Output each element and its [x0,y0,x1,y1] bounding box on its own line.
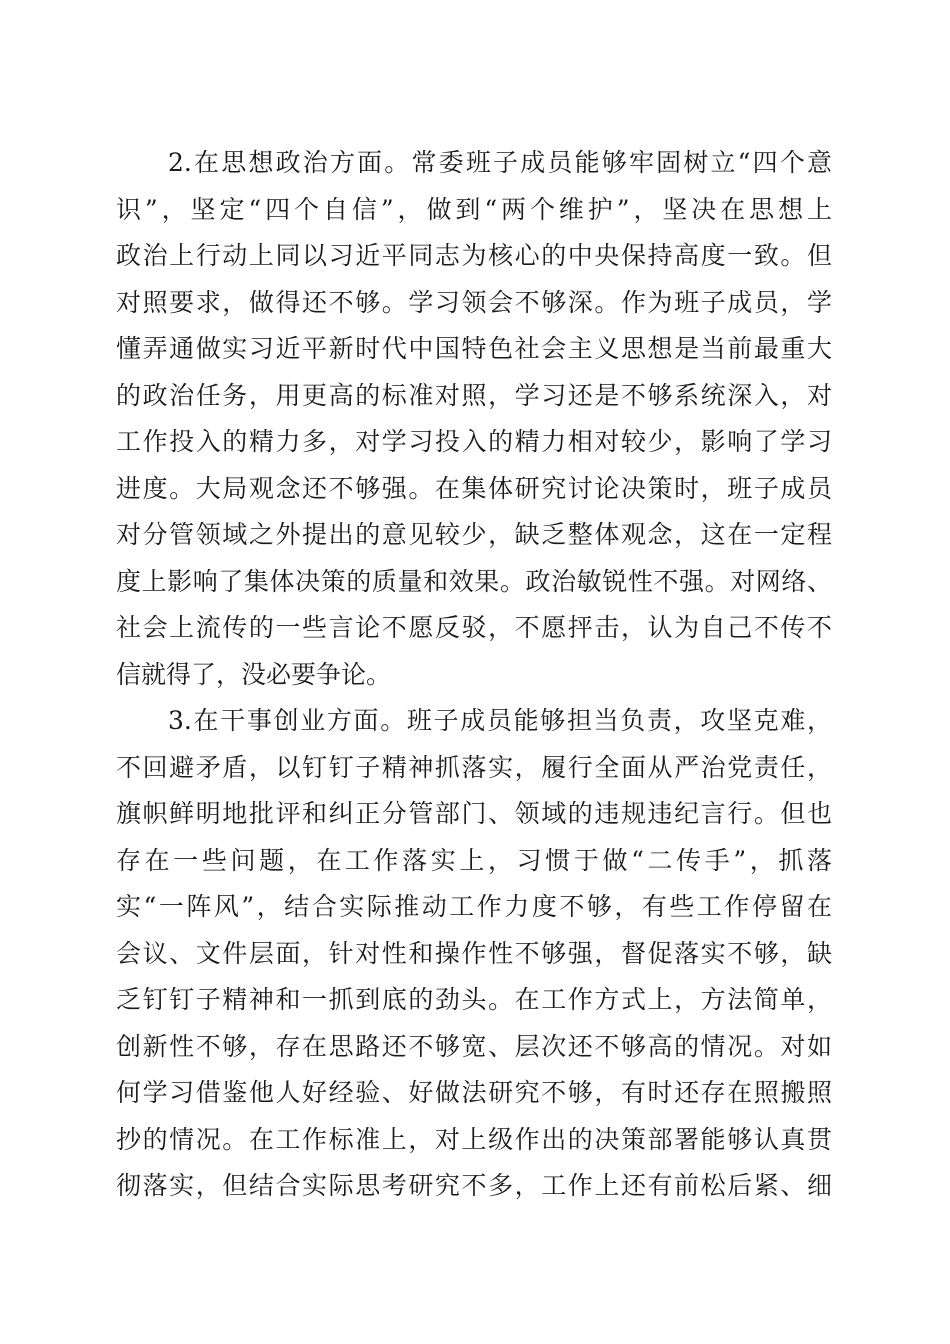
paragraph-line: 进度。大局观念还不够强。在集体研究讨论决策时，班子成员 [116,473,832,503]
paragraph-line: 的政治任务，用更高的标准对照，学习还是不够系统深入，对 [116,380,832,410]
paragraph-line: 创新性不够，存在思路还不够宽、层次还不够高的情况。对如 [116,1031,832,1061]
paragraph-line: 工作投入的精力多，对学习投入的精力相对较少，影响了学习 [116,427,832,456]
paragraph-line: 对分管领域之外提出的意见较少，缺乏整体观念，这在一定程 [116,520,832,549]
paragraph-line: 对照要求，做得还不够。学习领会不够深。作为班子成员，学 [116,287,832,317]
paragraph-line: 懂弄通做实习近平新时代中国特色社会主义思想是当前最重大 [116,334,832,363]
paragraph-line: 彻落实，但结合实际思考研究不多，工作上还有前松后紧、细 [116,1171,832,1200]
paragraph-line: 何学习借鉴他人好经验、好做法研究不够，有时还存在照搬照 [116,1078,832,1107]
paragraph-line: 抄的情况。在工作标准上，对上级作出的决策部署能够认真贯 [116,1124,832,1154]
paragraph-thought-politics [116,140,832,698]
document-body [116,140,832,1210]
paragraph-line: 信就得了，没必要争论。 [116,659,392,689]
paragraph-line: 会议、文件层面，针对性和操作性不够强，督促落实不够，缺 [116,938,832,968]
paragraph-line: 社会上流传的一些言论不愿反驳，不愿抨击，认为自己不传不 [116,613,832,642]
paragraph-work-entrepreneurship [116,698,832,1210]
paragraph-line: 度上影响了集体决策的质量和效果。政治敏锐性不强。对网络、 [116,566,832,596]
paragraph-line: 存在一些问题，在工作落实上，习惯于做“二传手”，抓落 [116,845,832,875]
paragraph-line: 实“一阵风”，结合实际推动工作力度不够，有些工作停留在 [116,892,832,921]
paragraph-line: 3.在干事创业方面。班子成员能够担当负责，攻坚克难， [168,706,832,735]
paragraph-line: 2.在思想政治方面。常委班子成员能够牢固树立“四个意 [168,148,832,177]
paragraph-line: 政治上行动上同以习近平同志为核心的中央保持高度一致。但 [116,241,832,270]
paragraph-line: 识”，坚定“四个自信”，做到“两个维护”，坚决在思想上 [116,194,832,224]
paragraph-line: 不回避矛盾，以钉钉子精神抓落实，履行全面从严治党责任， [116,752,832,782]
paragraph-line: 旗帜鲜明地批评和纠正分管部门、领域的违规违纪言行。但也 [116,799,832,828]
paragraph-line: 乏钉钉子精神和一抓到底的劲头。在工作方式上，方法简单， [116,985,832,1014]
